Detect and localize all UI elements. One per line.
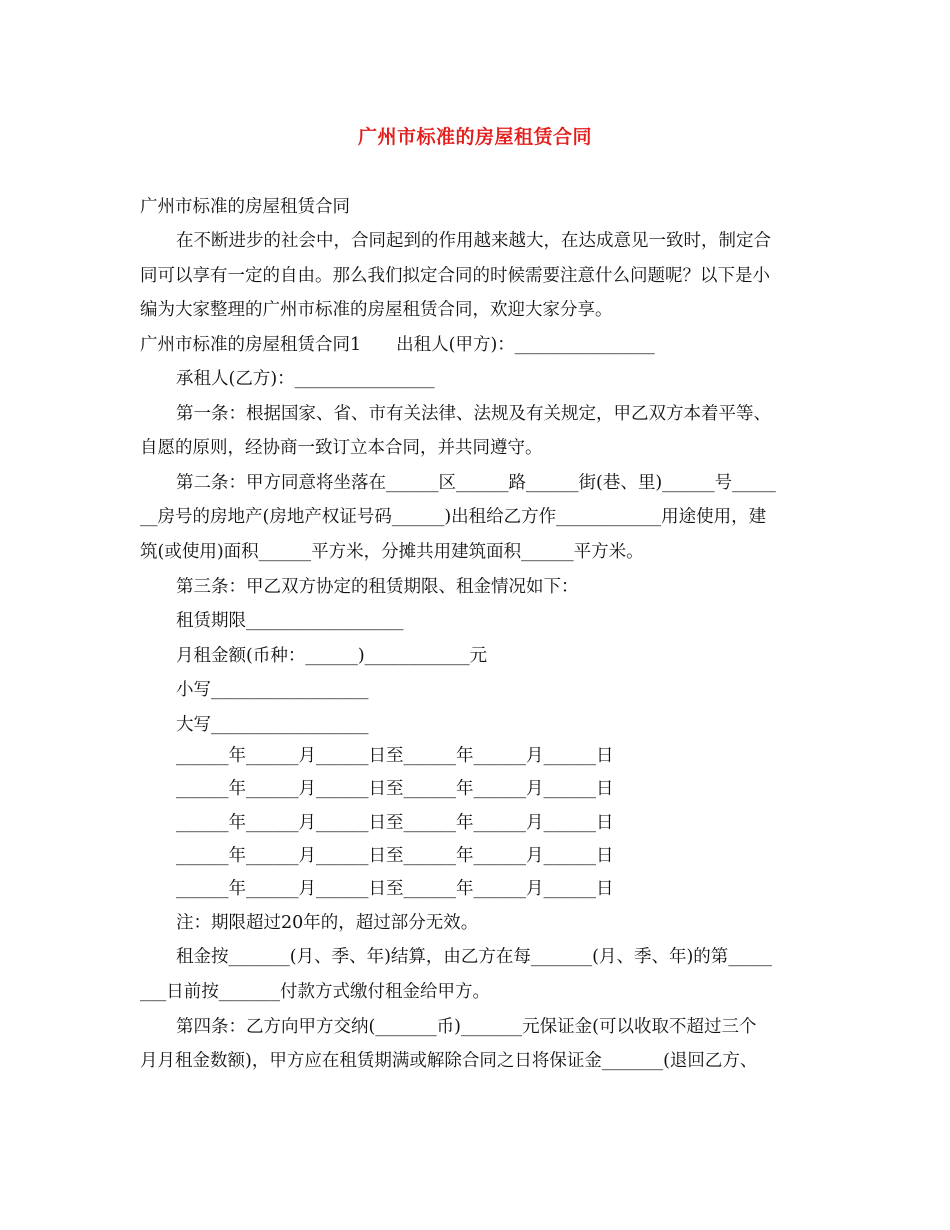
- intro-line-3: 编为大家整理的广州市标准的房屋租赁合同，欢迎大家分享。: [140, 300, 613, 320]
- lease-term-line: 租赁期限__________________: [176, 611, 404, 631]
- subtitle-line: 广州市标准的房屋租赁合同: [140, 197, 350, 217]
- date-range-line: ______年______月______日至______年______月______日: [176, 813, 614, 833]
- date-range-line: ______年______月______日至______年______月______日: [176, 879, 614, 899]
- document-title: 广州市标准的房屋租赁合同: [357, 126, 592, 148]
- intro-line-2: 同可以享有一定的自由。那么我们拟定合同的时候需要注意什么问题呢？以下是小: [140, 266, 770, 286]
- article-3-line: 第三条：甲乙双方协定的租赁期限、租金情况如下：: [176, 577, 579, 597]
- lowercase-amount-line: 小写__________________: [176, 680, 369, 700]
- rent-settlement-line-1: 租金按_______(月、季、年)结算，由乙方在每_______(月、季、年)的第_____: [176, 947, 773, 967]
- monthly-rent-line: 月租金额(币种：______)____________元: [176, 646, 488, 666]
- date-range-line: ______年______月______日至______年______月______日: [176, 746, 614, 766]
- article-4-line-2: 月月租金数额)，甲方应在租赁期满或解除合同之日将保证金_______(退回乙方、: [140, 1051, 758, 1071]
- date-range-line: ______年______月______日至______年______月______日: [176, 779, 614, 799]
- contract-heading-line: 广州市标准的房屋租赁合同1 出租人(甲方)：________________: [140, 335, 655, 355]
- article-2-line-1: 第二条：甲方同意将坐落在______区______路______街(巷、里)______号_____: [176, 473, 776, 493]
- rent-settlement-line-2: ___日前按_______付款方式缴付租金给甲方。: [140, 982, 490, 1002]
- date-range-line: ______年______月______日至______年______月______日: [176, 846, 614, 866]
- article-2-line-3: 筑(或使用)面积______平方米，分摊共用建筑面积______平方米。: [140, 542, 644, 562]
- article-2-line-2: __房号的房地产(房地产权证号码______)出租给乙方作____________用途使用，建: [140, 507, 767, 527]
- lessee-line: 承租人(乙方)：________________: [176, 369, 435, 389]
- article-1-line-2: 自愿的原则，经协商一致订立本合同，并共同遵守。: [140, 438, 543, 458]
- article-4-line-1: 第四条：乙方向甲方交纳(_______币)_______元保证金(可以收取不超过三个: [176, 1017, 757, 1037]
- note-line: 注：期限超过20年的，超过部分无效。: [176, 913, 479, 933]
- article-1-line-1: 第一条：根据国家、省、市有关法律、法规及有关规定，甲乙双方本着平等、: [176, 404, 771, 424]
- uppercase-amount-line: 大写__________________: [176, 715, 369, 735]
- intro-line-1: 在不断进步的社会中，合同起到的作用越来越大，在达成意见一致时，制定合: [176, 231, 771, 251]
